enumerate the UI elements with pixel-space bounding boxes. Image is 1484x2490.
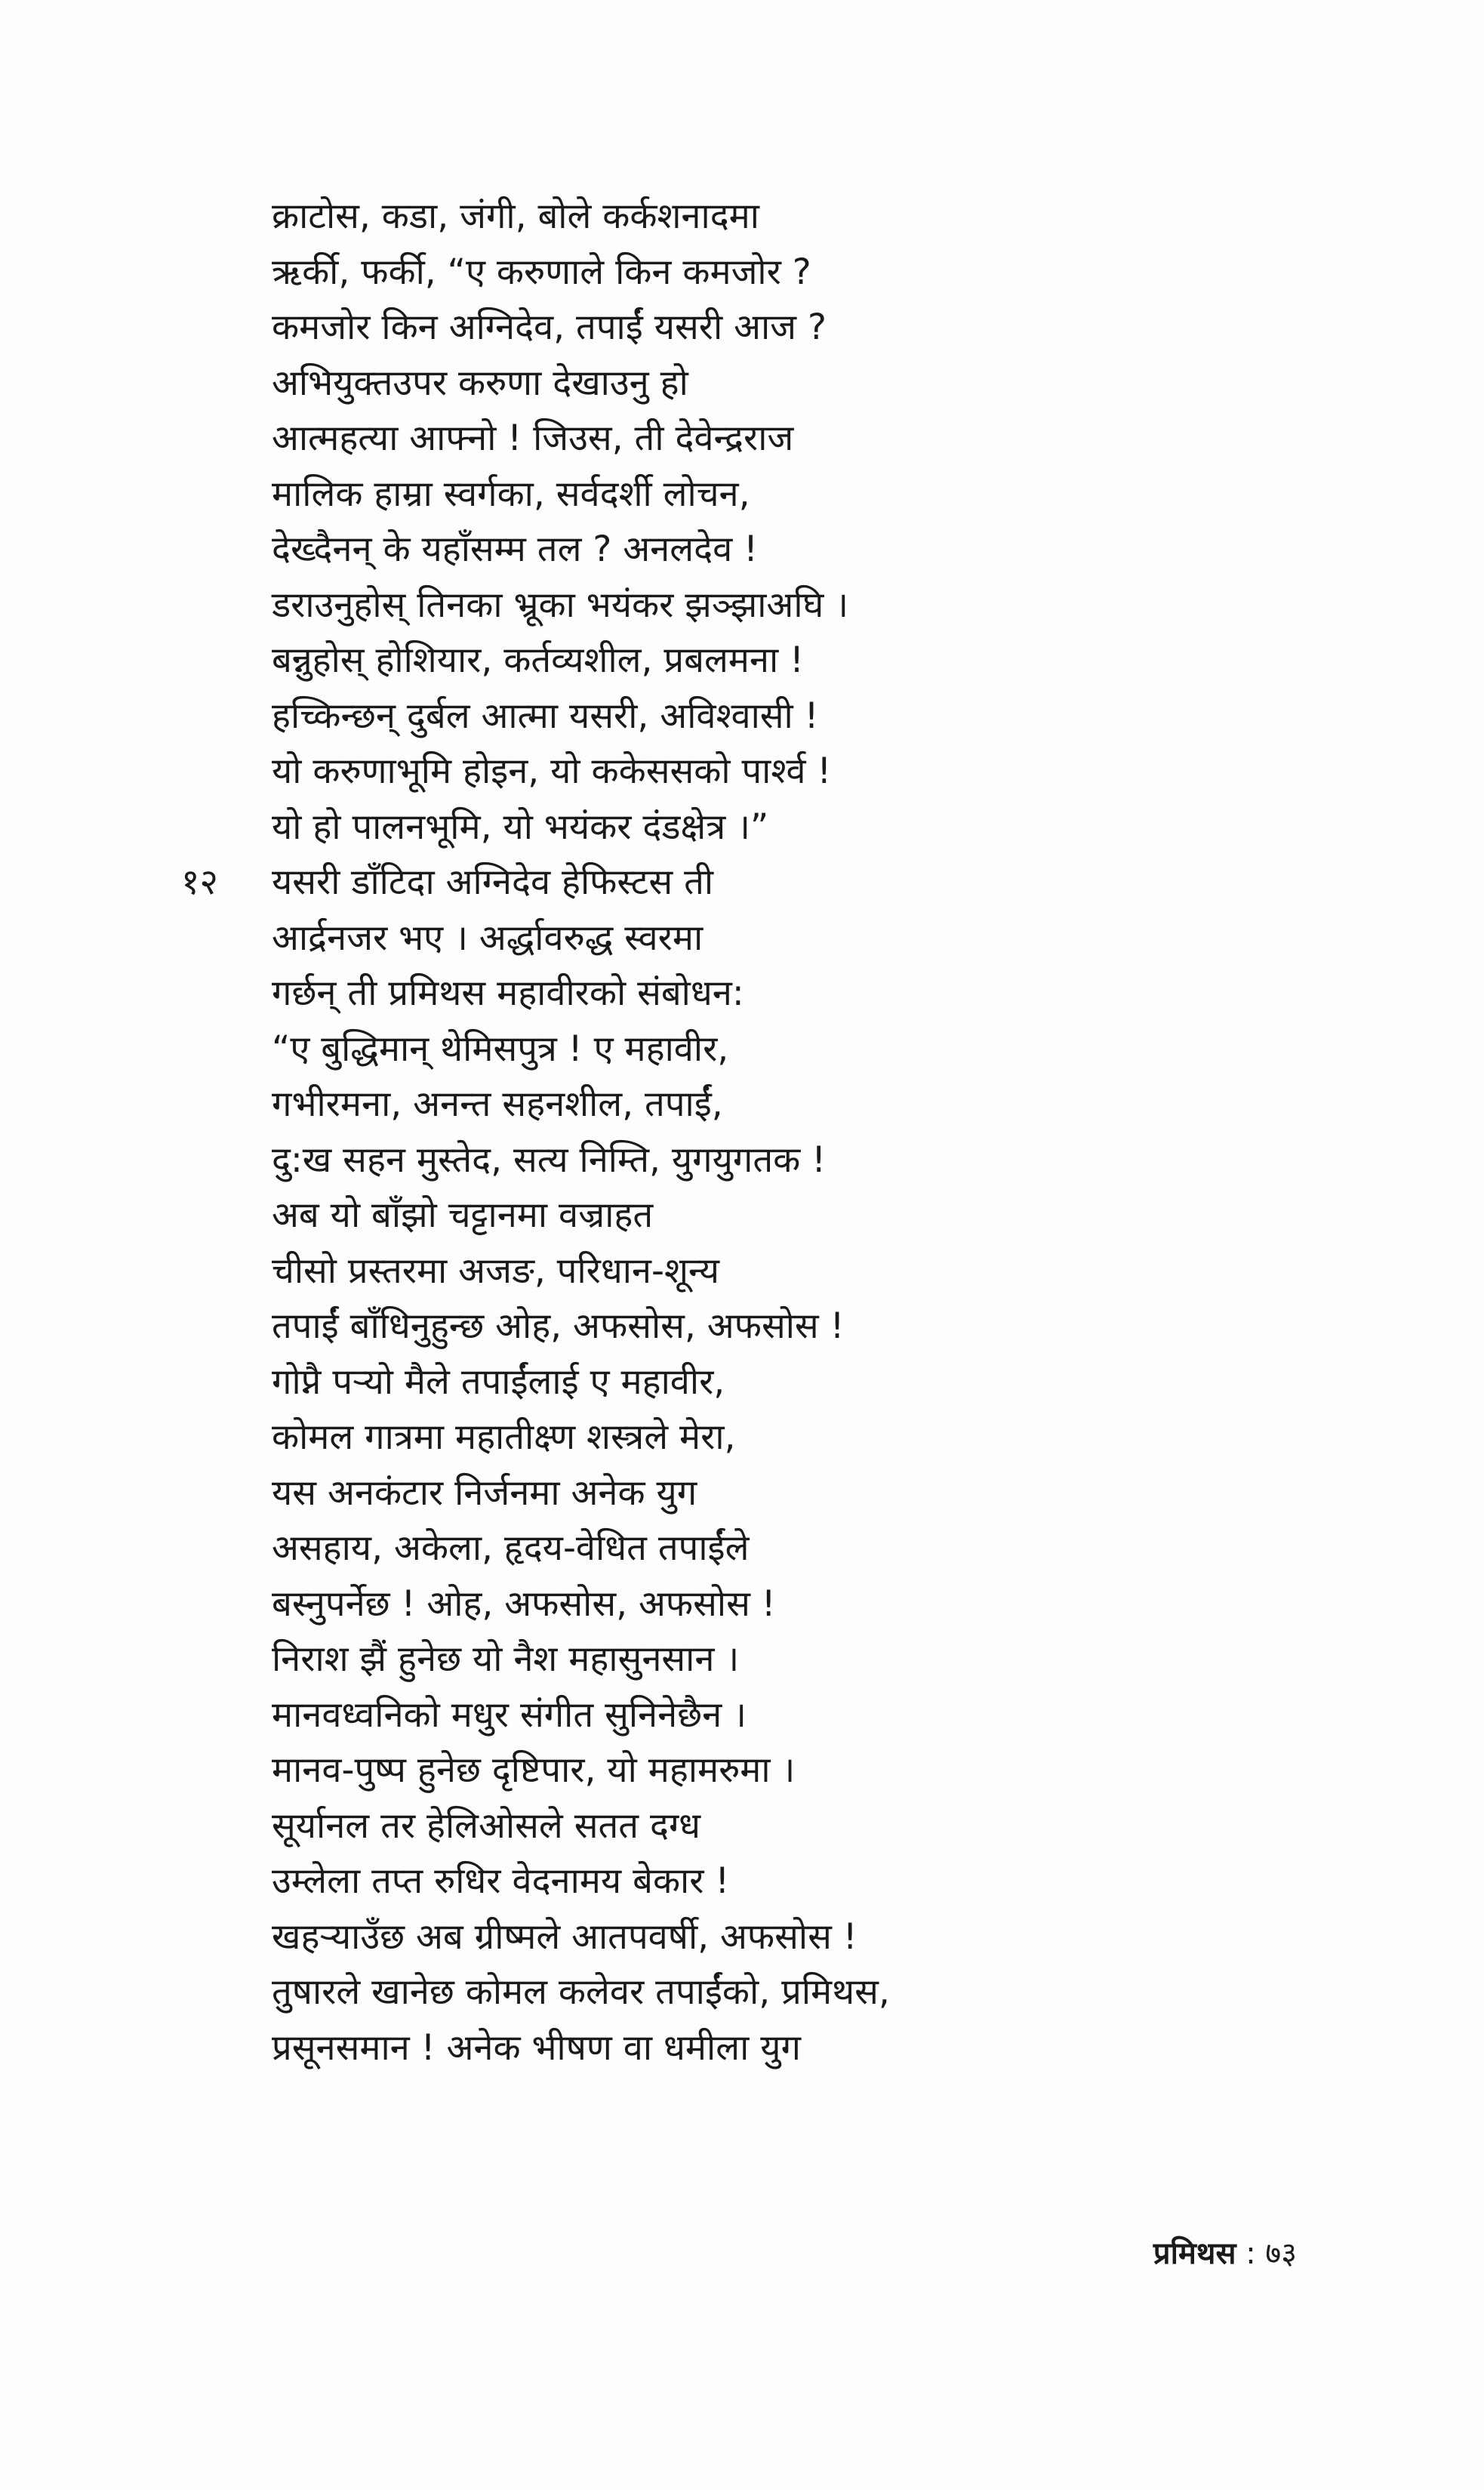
poem-line-text: यो करुणाभूमि होइन, यो ककेससको पार्श्व !	[272, 750, 832, 792]
poem-line-text: निराश झैं हुनेछ यो नैश महासुनसान ।	[272, 1638, 740, 1680]
poem-line-text: कोमल गात्रमा महातीक्ष्ण शस्त्रले मेरा,	[272, 1416, 736, 1458]
poem-line-text: ऋर्की, फर्की, “ए करुणाले किन कमजोर ?	[272, 251, 811, 293]
poem-line-text: दु:ख सहन मुस्तेद, सत्य निम्ति, युगयुगतक !	[272, 1139, 827, 1181]
poem-line-text: गर्छन् ती प्रमिथस महावीरको संबोधन:	[272, 972, 744, 1014]
poem-line-text: प्रसूनसमान ! अनेक भीषण वा धमीला युग	[272, 2026, 801, 2069]
poem-line-text: डराउनुहोस् तिनका भ्रूका भयंकर झञ्झाअघि ।	[272, 584, 849, 626]
poem-line-text: मानव-पुष्प हुनेछ दृष्टिपार, यो महामरुमा ।	[272, 1749, 796, 1791]
poem-line-text: बन्नुहोस् होशियार, कर्तव्यशील, प्रबलमना !	[272, 639, 804, 681]
poem-line-text: असहाय, अकेला, हृदय-वेधित तपाईंले	[272, 1527, 750, 1569]
poem-body	[181, 189, 1344, 2076]
poem-line-text: मालिक हाम्रा स्वर्गका, सर्वदर्शी लोचन,	[272, 473, 750, 515]
poem-line	[272, 689, 1344, 744]
poem-line-text: गोप्नै पऱ्यो मैले तपाईंलाई ए महावीर,	[272, 1361, 725, 1403]
poem-line	[272, 1521, 1344, 1576]
poem-line	[272, 1354, 1344, 1410]
poem-line	[272, 245, 1344, 300]
poem-line	[272, 911, 1344, 966]
poem-line	[272, 1743, 1344, 1798]
poem-line	[272, 356, 1344, 411]
poem-line-text: अब यो बाँझो चट्टानमा वज्राहत	[272, 1194, 654, 1236]
footer-separator: :	[1236, 2236, 1266, 2271]
poem-line-text: यस अनकंटार निर्जनमा अनेक युग	[272, 1472, 697, 1514]
poem-line	[272, 300, 1344, 356]
poem-line	[272, 1798, 1344, 1854]
poem-line	[272, 966, 1344, 1022]
poem-line-text: हच्किन्छन् दुर्बल आत्मा यसरी, अविश्वासी !	[272, 695, 819, 737]
poem-line	[272, 1022, 1344, 1077]
poem-line-text: गभीरमना, अनन्त सहनशील, तपाईं,	[272, 1083, 723, 1125]
poem-line	[272, 1077, 1344, 1133]
verse-number: १२	[181, 861, 218, 903]
poem-line-text: “ए बुद्धिमान् थेमिसपुत्र ! ए महावीर,	[272, 1028, 729, 1070]
poem-line-text: उम्लेला तप्त रुधिर वेदनामय बेकार !	[272, 1860, 730, 1902]
poem-line	[272, 1299, 1344, 1354]
poem-line-text: अभियुक्तउपर करुणा देखाउनु हो	[272, 362, 688, 404]
poem-line-text: चीसो प्रस्तरमा अजङ, परिधान-शून्य	[272, 1250, 720, 1292]
poem-line	[181, 855, 1344, 911]
poem-line	[272, 467, 1344, 522]
running-title: प्रमिथस	[1153, 2236, 1236, 2271]
poem-line-text: सूर्यानल तर हेलिओसले सतत दग्ध	[272, 1804, 701, 1847]
poem-line-text: देख्दैनन् के यहाँसम्म तल ? अनलदेव !	[272, 529, 758, 570]
poem-line	[272, 1687, 1344, 1743]
page-number: ७३	[1265, 2236, 1297, 2271]
poem-line-text: यसरी डाँटिदा अग्निदेव हेफिस्टस ती	[272, 861, 714, 903]
poem-line	[272, 1576, 1344, 1632]
poem-line	[272, 633, 1344, 689]
poem-line	[272, 1410, 1344, 1465]
poem-line	[272, 1854, 1344, 1909]
poem-line	[272, 744, 1344, 800]
poem-line	[272, 578, 1344, 633]
poem-line-text: तुषारले खानेछ कोमल कलेवर तपाईंको, प्रमिथस,	[272, 1971, 890, 2013]
poem-line	[272, 1465, 1344, 1521]
poem-line-text: आर्द्रनजर भए । अर्द्धावरुद्ध स्वरमा	[272, 917, 704, 959]
poem-line	[272, 1133, 1344, 1188]
poem-line-text: क्राटोस, कडा, जंगी, बोले कर्कशनादमा	[272, 196, 759, 237]
poem-line-text: खहऱ्याउँछ अब ग्रीष्मले आतपवर्षी, अफसोस !	[272, 1915, 857, 1958]
poem-line	[272, 800, 1344, 855]
poem-line-text: आत्महत्या आफ्नो ! जिउस, ती देवेन्द्रराज	[272, 418, 794, 459]
poem-line-text: कमजोर किन अग्निदेव, तपाईं यसरी आज ?	[272, 307, 827, 348]
poem-line	[272, 189, 1344, 245]
poem-line	[272, 522, 1344, 578]
poem-line	[272, 411, 1344, 467]
poem-line	[272, 1632, 1344, 1687]
poem-line	[272, 1909, 1344, 1965]
poem-line-text: बस्नुपर्नेछ ! ओह, अफसोस, अफसोस !	[272, 1582, 776, 1625]
poem-line	[272, 1965, 1344, 2020]
page-footer	[1153, 2231, 1297, 2273]
poem-line-text: यो हो पालनभूमि, यो भयंकर दंडक्षेत्र ।”	[272, 806, 769, 848]
poem-line	[272, 1188, 1344, 1243]
poem-line-text: मानवध्वनिको मधुर संगीत सुनिनेछैन ।	[272, 1693, 747, 1736]
poem-line	[272, 2020, 1344, 2076]
poem-line-text: तपाईं बाँधिनुहुन्छ ओह, अफसोस, अफसोस !	[272, 1305, 845, 1347]
poem-line	[272, 1243, 1344, 1299]
